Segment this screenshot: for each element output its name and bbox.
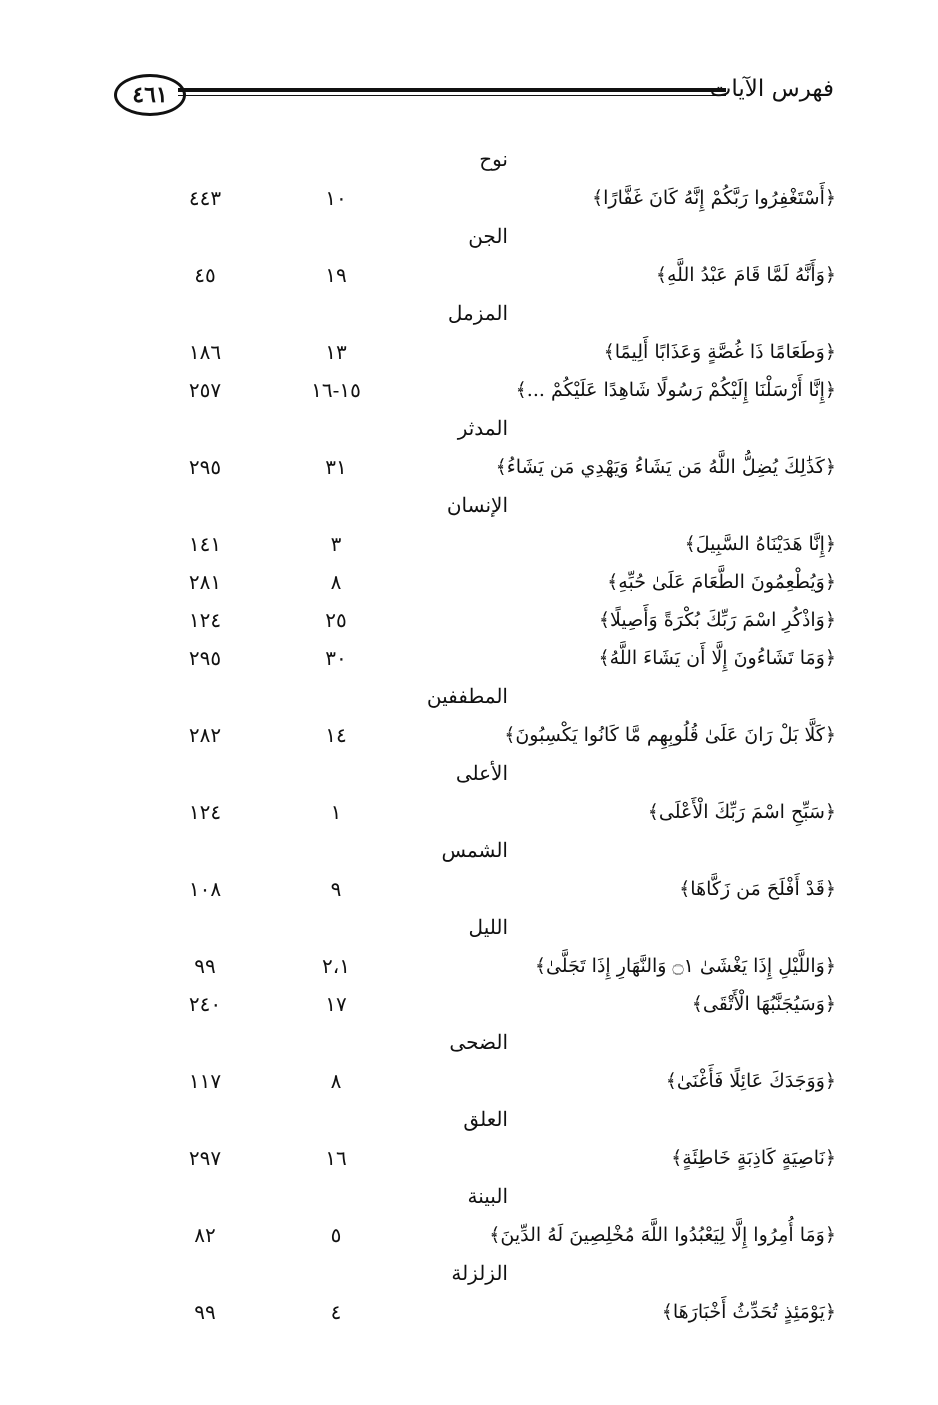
- page-reference: ٩٩: [194, 1300, 216, 1324]
- sura-heading: الأعلى: [455, 761, 508, 785]
- verse-number: ٥: [330, 1223, 342, 1247]
- verse-number: ٤: [330, 1300, 342, 1324]
- page-reference: ١٢٤: [188, 608, 222, 632]
- verse-number: ١: [330, 800, 342, 824]
- sura-heading: الضحى: [449, 1030, 508, 1054]
- page-reference: ٩٩: [194, 954, 216, 978]
- page-number-oval: [114, 74, 186, 116]
- sura-section: [0, 217, 938, 294]
- index-row: [0, 1216, 938, 1254]
- verse-number: ١٤: [325, 723, 347, 747]
- page-number: ٤٦١: [132, 82, 168, 108]
- sura-section: [0, 1177, 938, 1254]
- page-reference: ٤٥: [194, 263, 216, 287]
- sura-section: [0, 677, 938, 754]
- ayah-text: ﴿وَمَا أُمِرُوا إِلَّا لِيَعْبُدُوا اللَّهَ مُخْلِصِينَ لَهُ الدِّينَ﴾: [489, 1224, 836, 1246]
- sura-section: [0, 831, 938, 908]
- index-row: [0, 448, 938, 486]
- page-reference: ٢٤٠: [188, 992, 222, 1016]
- verse-number: ٣١: [325, 455, 347, 479]
- verse-number: ١٠: [325, 186, 347, 210]
- ayah-text: ﴿إِنَّا هَدَيْنَاهُ السَّبِيلَ﴾: [684, 533, 836, 555]
- ayah-text: ﴿إِنَّا أَرْسَلْنَا إِلَيْكُمْ رَسُولًا شَاهِدًا عَلَيْكُمْ ...﴾: [515, 379, 836, 401]
- page-reference: ١٢٤: [188, 800, 222, 824]
- sura-heading: الزلزلة: [451, 1261, 508, 1285]
- ayah-text: ﴿سَبِّحِ اسْمَ رَبِّكَ الْأَعْلَى﴾: [647, 801, 836, 823]
- ayah-text: ﴿كَذَٰلِكَ يُضِلُّ اللَّهُ مَن يَشَاءُ وَيَهْدِي مَن يَشَاءُ﴾: [495, 456, 836, 478]
- verse-number: ٨: [330, 1069, 342, 1093]
- index-row: [0, 179, 938, 217]
- verse-number: ٢٥: [325, 608, 347, 632]
- sura-heading: الجن: [468, 224, 508, 248]
- sura-section: [0, 409, 938, 486]
- sura-section: [0, 140, 938, 217]
- sura-section: [0, 294, 938, 409]
- index-row: [0, 716, 938, 754]
- index-row: [0, 333, 938, 371]
- sura-section: [0, 1100, 938, 1177]
- header-rule-thick: [178, 88, 726, 92]
- sura-heading: المزمل: [447, 301, 508, 325]
- verse-number: ١٥-١٦: [311, 378, 361, 402]
- verse-number: ٩: [330, 877, 342, 901]
- sura-heading: الإنسان: [446, 493, 508, 517]
- sura-section: [0, 1254, 938, 1331]
- sura-heading: البينة: [467, 1184, 508, 1208]
- verse-number: ٣٠: [325, 646, 347, 670]
- header-title: فهرس الآيات: [709, 76, 834, 102]
- header-rule-thin: [178, 95, 726, 96]
- index-row: [0, 371, 938, 409]
- index-row: [0, 601, 938, 639]
- ayah-text: ﴿كَلَّا بَلْ رَانَ عَلَىٰ قُلُوبِهِم مَّا كَانُوا يَكْسِبُونَ﴾: [504, 724, 836, 746]
- verse-number: ٢،١: [322, 954, 350, 978]
- index-row: [0, 563, 938, 601]
- verse-number: ١٩: [325, 263, 347, 287]
- sura-section: [0, 1023, 938, 1100]
- page-reference: ٨٢: [194, 1223, 216, 1247]
- page-header: [108, 62, 838, 122]
- sura-heading: المدثر: [457, 416, 508, 440]
- verse-number: ١٧: [325, 992, 347, 1016]
- sura-section: [0, 486, 938, 677]
- ayah-text: ﴿وَسَيُجَنَّبُهَا الْأَتْقَى﴾: [691, 993, 836, 1015]
- verse-number: ١٦: [325, 1146, 347, 1170]
- ayah-text: ﴿قَدْ أَفْلَحَ مَن زَكَّاهَا﴾: [679, 878, 836, 900]
- index-row: [0, 947, 938, 985]
- ayah-text: ﴿وَمَا تَشَاءُونَ إِلَّا أَن يَشَاءَ اللَّهُ﴾: [598, 647, 836, 669]
- ayah-text: ﴿وَأَنَّهُ لَمَّا قَامَ عَبْدُ اللَّهِ﴾: [655, 264, 836, 286]
- verse-number: ١٣: [325, 340, 347, 364]
- page-reference: ٤٤٣: [188, 186, 222, 210]
- sura-section: [0, 908, 938, 1023]
- ayah-text: ﴿أَسْتَغْفِرُوا رَبَّكُمْ إِنَّهُ كَانَ غَفَّارًا﴾: [591, 187, 836, 209]
- index-row: [0, 793, 938, 831]
- index-row: [0, 870, 938, 908]
- index-row: [0, 985, 938, 1023]
- page-reference: ١٠٨: [188, 877, 222, 901]
- index-row: [0, 1293, 938, 1331]
- verse-number: ٣: [330, 532, 342, 556]
- page-reference: ٢٩٥: [188, 455, 222, 479]
- sura-section: [0, 754, 938, 831]
- ayah-text: ﴿نَاصِيَةٍ كَاذِبَةٍ خَاطِئَةٍ﴾: [671, 1147, 836, 1169]
- page-reference: ٢٩٥: [188, 646, 222, 670]
- page-reference: ٢٩٧: [188, 1146, 222, 1170]
- verse-index: [0, 140, 938, 1331]
- sura-heading: الشمس: [441, 838, 508, 862]
- index-row: [0, 256, 938, 294]
- index-row: [0, 1062, 938, 1100]
- ayah-text: ﴿وَاللَّيْلِ إِذَا يَغْشَىٰ ۝١ وَالنَّهَارِ إِذَا تَجَلَّىٰ﴾: [534, 955, 836, 977]
- ayah-text: ﴿وَطَعَامًا ذَا غُصَّةٍ وَعَذَابًا أَلِيمًا﴾: [603, 341, 836, 363]
- index-row: [0, 525, 938, 563]
- page-reference: ١٤١: [188, 532, 222, 556]
- sura-heading: نوح: [479, 147, 508, 171]
- page-reference: ١٨٦: [188, 340, 222, 364]
- page-reference: ٢٨١: [188, 570, 222, 594]
- sura-heading: الليل: [468, 915, 508, 939]
- page-reference: ٢٨٢: [188, 723, 222, 747]
- ayah-text: ﴿يَوْمَئِذٍ تُحَدِّثُ أَخْبَارَهَا﴾: [661, 1301, 836, 1323]
- sura-heading: المطففين: [426, 684, 508, 708]
- ayah-text: ﴿وَاذْكُرِ اسْمَ رَبِّكَ بُكْرَةً وَأَصِيلًا﴾: [598, 609, 836, 631]
- index-row: [0, 639, 938, 677]
- ayah-text: ﴿وَوَجَدَكَ عَائِلًا فَأَغْنَىٰ﴾: [665, 1070, 836, 1092]
- page-reference: ١١٧: [188, 1069, 222, 1093]
- index-row: [0, 1139, 938, 1177]
- sura-heading: العلق: [463, 1107, 508, 1131]
- ayah-text: ﴿وَيُطْعِمُونَ الطَّعَامَ عَلَىٰ حُبِّهِ﴾: [607, 571, 836, 593]
- page-reference: ٢٥٧: [188, 378, 222, 402]
- verse-number: ٨: [330, 570, 342, 594]
